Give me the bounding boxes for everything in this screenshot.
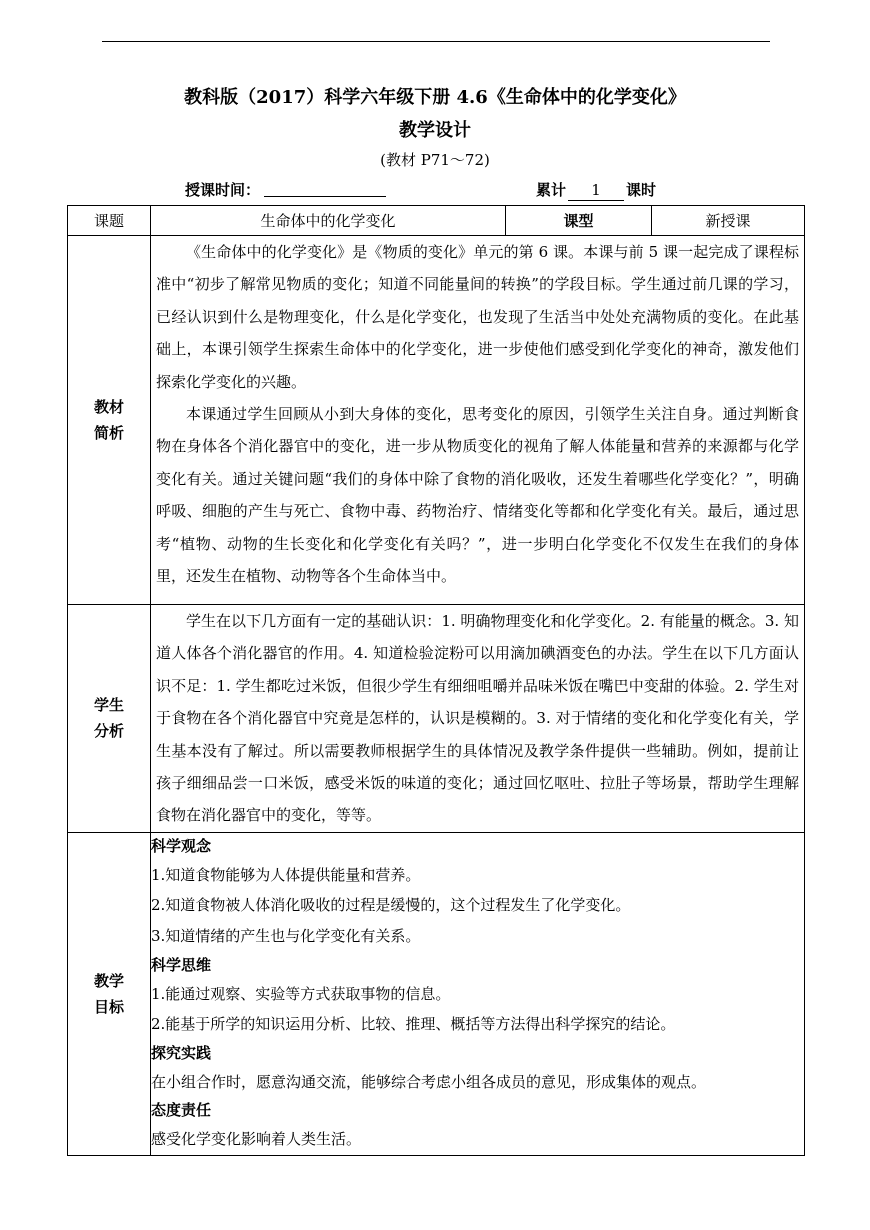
goal-item: 1.知道食物能够为人体提供能量和营养。 — [151, 865, 421, 884]
student-paragraph: 学生在以下几方面有一定的基础认识：1. 明确物理变化和化学变化。2. 有能量的概念。3. 知道人体各个消化器官的作用。4. 知道检验淀粉可以用滴加碘酒变色的办法。学生在以下几方面认识不足：1. 学生都吃过米饭，但很少学生有细细咀嚼并品味米饭在嘴巴中变甜的体验。2. 学生对于食物在各个消化器官中究竟是怎样的，认识是模糊的。3. 对于情绪的变化和化学变化有关，学生基本没有了解过。所以需要教师根据学生的具体情况及教学条件提供一些辅助。例如，提前让孩子细细品尝一口米饭，感受米饭的味道的变化；通过回忆呕吐、拉肚子等场景，帮助学生理解食物在消化器官中的变化，等等。 — [156, 612, 799, 825]
goal-item: 2.能基于所学的知识运用分析、比较、推理、概括等方法得出科学探究的结论。 — [151, 1015, 676, 1034]
student-analysis-content — [151, 605, 805, 833]
textbook-paragraph-2: 本课通过学生回顾从小到大身体的变化，思考变化的原因，引领学生关注自身。通过判断食物在身体各个消化器官中的变化，进一步从物质变化的视角了解人体能量和营养的来源都与化学变化有关。通过关键问题“我们的身体中除了食物的消化吸收，还发生着哪些化学变化？”，明确呼吸、细胞的产生与死亡、食物中毒、药物治疗、情绪变化等都和化学变化有关。最后，通过思考“植物、动物的生长变化和化学变化有关吗？”，进一步明白化学变化不仅发生在我们的身体里，还发生在植物、动物等各个生命体当中。 — [156, 405, 799, 586]
textbook-paragraph-1: 《生命体中的化学变化》是《物质的变化》单元的第 6 课。本课与前 5 课一起完成了课程标准中“初步了解常见物质的变化；知道不同能量间的转换”的学段目标。学生通过前几课的学习，已经认识到什么是物理变化，什么是化学变化，也发现了生活当中处处充满物质的变化。在此基础上，本课引领学生探索生命体中的化学变化，进一步使他们感受到化学变化的神奇，激发他们探索化学变化的兴趣。 — [156, 243, 799, 391]
table-row-goals — [68, 832, 805, 1155]
goal-item: 3.知道情绪的产生也与化学变化有关系。 — [151, 927, 421, 946]
student-label-line2: 分析 — [93, 722, 124, 741]
teaching-goals-content — [151, 832, 805, 1155]
header-rule — [102, 41, 770, 42]
goal-item: 在小组合作时，愿意沟通交流，能够综合考虑小组各成员的意见，形成集体的观点。 — [151, 1072, 707, 1091]
lesson-type-value: 新授课 — [652, 206, 805, 236]
teaching-goals-label — [68, 832, 151, 1155]
document-subtitle: 教学设计 — [399, 120, 471, 141]
student-label-line1: 学生 — [93, 696, 124, 715]
document-title: 教科版（2017）科学六年级下册 4.6《生命体中的化学变化》 — [184, 87, 686, 108]
textbook-analysis-content — [151, 236, 805, 605]
topic-label: 课题 — [68, 206, 151, 236]
goals-label-line2: 目标 — [93, 997, 124, 1016]
student-analysis-label — [68, 605, 151, 833]
textbook-pages: (教材 P71～72) — [380, 151, 490, 169]
textbook-analysis-label — [68, 236, 151, 605]
goal-item: 2.知道食物被人体消化吸收的过程是缓慢的，这个过程发生了化学变化。 — [151, 896, 631, 915]
textbook-label-line1: 教材 — [93, 398, 124, 416]
textbook-label-line2: 简析 — [93, 424, 124, 442]
goals-label-line1: 教学 — [93, 971, 124, 990]
lesson-count — [536, 180, 656, 201]
topic-value: 生命体中的化学变化 — [151, 206, 506, 236]
lesson-count-suffix: 课时 — [626, 181, 657, 199]
goal-item: 感受化学变化影响着人类生活。 — [151, 1130, 362, 1149]
table-row-textbook — [68, 236, 805, 605]
lesson-plan-table — [67, 205, 805, 1156]
lesson-type-label: 课型 — [506, 206, 652, 236]
goal-heading-attitude: 态度责任 — [151, 1101, 212, 1120]
table-row-topic — [68, 206, 805, 236]
goal-heading-thinking: 科学思维 — [151, 955, 212, 974]
goal-heading-concepts: 科学观念 — [151, 836, 212, 855]
lesson-time-blank — [264, 180, 386, 197]
goal-item: 1.能通过观察、实验等方式获取事物的信息。 — [151, 984, 451, 1003]
lesson-count-prefix: 累计 — [536, 181, 567, 199]
lesson-time — [185, 180, 386, 200]
goal-heading-practice: 探究实践 — [151, 1043, 212, 1062]
lesson-count-value: 1 — [568, 180, 624, 201]
lesson-time-label: 授课时间： — [185, 181, 261, 199]
table-row-student — [68, 605, 805, 833]
